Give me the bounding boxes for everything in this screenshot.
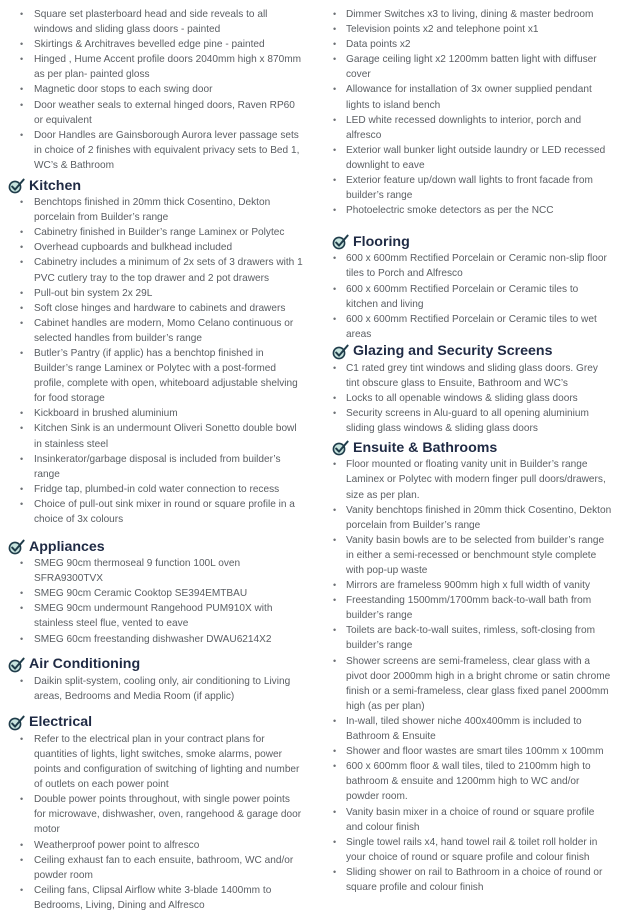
list-item: • 600 x 600mm Rectified Porcelain or Ceramic tiles to kitchen and living (312, 282, 618, 312)
list-item: • Benchtops finished in 20mm thick Cosentino, Dekton porcelain from Builder’s range (0, 195, 310, 225)
section-title: Glazing and Security Screens (353, 343, 553, 360)
right-column (312, 0, 618, 895)
section-list (312, 251, 618, 342)
list-item: • Freestanding 1500mm/1700mm back-to-wall bath from builder’s range (312, 593, 618, 623)
list-item: • Garage ceiling light x2 1200mm batten light with diffuser cover (312, 52, 618, 82)
section-title: Air Conditioning (29, 656, 141, 673)
list-item: • Photoelectric smoke detectors as per the NCC (312, 203, 618, 218)
list-item: • Ceiling fans, Clipsal Airflow white 3-blade 1400mm to Bedrooms, Living, Dining and Alfresco (0, 883, 310, 913)
section-list (312, 457, 618, 895)
list-item: • Vanity basin mixer in a choice of round or square profile and colour finish (312, 805, 618, 835)
section-list (0, 195, 310, 527)
list-item: • Pull-out bin system 2x 29L (0, 286, 310, 301)
list-item: • Insinkerator/garbage disposal is included from builder’s range (0, 452, 310, 482)
list-item: • Fridge tap, plumbed-in cold water connection to recess (0, 482, 310, 497)
section-heading (0, 655, 310, 674)
section-title: Kitchen (29, 177, 82, 194)
check-circle-icon (332, 343, 349, 360)
list-item: • 600 x 600mm Rectified Porcelain or Ceramic tiles to wet areas (312, 312, 618, 342)
list-item: • Cabinet handles are modern, Momo Celano continuous or selected handles from builder’s range (0, 316, 310, 346)
section-ensuite-bathrooms (312, 438, 618, 895)
list-item: • Exterior feature up/down wall lights to front facade from builder’s range (312, 173, 618, 203)
check-circle-icon (8, 177, 25, 194)
list-item: • Butler’s Pantry (if applic) has a benchtop finished in Builder’s range Laminex or Polytec with a post-formed profile, complete with open, whiteboard adjustable shelving for food storage (0, 346, 310, 406)
section-heading (312, 342, 618, 361)
list-item: • SMEG 90cm undermount Rangehood PUM910X with stainless steel flue, vented to eave (0, 601, 310, 631)
list-item: • Security screens in Alu-guard to all opening aluminium sliding glass windows & sliding glass doors (312, 406, 618, 436)
list-item: • Kitchen Sink is an undermount Oliveri Sonetto double bowl in stainless steel (0, 421, 310, 451)
list-item: • Choice of pull-out sink mixer in round or square profile in a choice of 3x colours (0, 497, 310, 527)
list-item: • Cabinetry finished in Builder’s range Laminex or Polytec (0, 225, 310, 240)
section-list (0, 732, 310, 913)
list-item: • Sliding shower on rail to Bathroom in a choice of round or square profile and colour finish (312, 865, 618, 895)
section-title: Flooring (353, 233, 410, 250)
list-item: • Shower screens are semi-frameless, clear glass with a pivot door 2000mm high in a bright chrome or satin chrome finish or a semi-frameless, clear glass fixed panel 2000mm high (as per plan) (312, 654, 618, 714)
list-item: • Refer to the electrical plan in your contract plans for quantities of lights, light switches, smoke alarms, power points and configuration of switching of lighting and number of outlets on each power point (0, 732, 310, 792)
list-item: • Cabinetry includes a minimum of 2x sets of 3 drawers with 1 PVC cutlery tray to the top drawer and 2 pot drawers (0, 255, 310, 285)
list-item: • Locks to all openable windows & sliding glass doors (312, 391, 618, 406)
intro-list-right (312, 7, 618, 218)
list-item: • Door weather seals to external hinged doors, Raven RP60 or equivalent (0, 98, 310, 128)
list-item: • SMEG 90cm Ceramic Cooktop SE394EMTBAU (0, 586, 310, 601)
list-item: • Ceiling exhaust fan to each ensuite, bathroom, WC and/or powder room (0, 853, 310, 883)
check-circle-icon (8, 538, 25, 555)
list-item: • 600 x 600mm Rectified Porcelain or Ceramic non-slip floor tiles to Porch and Alfresco (312, 251, 618, 281)
intro-list-left (0, 7, 310, 173)
list-item: • Magnetic door stops to each swing door (0, 82, 310, 97)
section-title: Appliances (29, 538, 105, 555)
list-item: • Data points x2 (312, 37, 618, 52)
list-item: • SMEG 90cm thermoseal 9 function 100L oven SFRA9300TVX (0, 556, 310, 586)
section-air-conditioning (0, 655, 310, 704)
section-title: Electrical (29, 714, 93, 731)
list-item: • Daikin split-system, cooling only, air conditioning to Living areas, Bedrooms and Media Room (if applic) (0, 674, 310, 704)
list-item: • Soft close hinges and hardware to cabinets and drawers (0, 301, 310, 316)
list-item: • 600 x 600mm floor & wall tiles, tiled to 2100mm high to bathroom & ensuite and 1200mm high to WC and/or powder room. (312, 759, 618, 804)
section-list (0, 556, 310, 647)
section-heading (312, 232, 618, 251)
list-item: • Exterior wall bunker light outside laundry or LED recessed downlight to eave (312, 143, 618, 173)
check-circle-icon (8, 714, 25, 731)
left-column (0, 0, 310, 913)
list-item: • Skirtings & Architraves bevelled edge pine - painted (0, 37, 310, 52)
section-flooring (312, 232, 618, 342)
check-circle-icon (8, 656, 25, 673)
section-kitchen (0, 176, 310, 527)
section-glazing-security (312, 342, 618, 436)
list-item: • Vanity benchtops finished in 20mm thick Cosentino, Dekton porcelain from Builder’s range (312, 503, 618, 533)
section-list (312, 361, 618, 436)
check-circle-icon (332, 439, 349, 456)
list-item: • Toilets are back-to-wall suites, rimless, soft-closing from builder’s range (312, 623, 618, 653)
list-item: • Mirrors are frameless 900mm high x full width of vanity (312, 578, 618, 593)
list-item: • SMEG 60cm freestanding dishwasher DWAU6214X2 (0, 632, 310, 647)
section-electrical (0, 713, 310, 913)
list-item: • Allowance for installation of 3x owner supplied pendant lights to island bench (312, 82, 618, 112)
list-item: • LED white recessed downlights to interior, porch and alfresco (312, 113, 618, 143)
list-item: • Square set plasterboard head and side reveals to all windows and sliding glass doors - painted (0, 7, 310, 37)
list-item: • Overhead cupboards and bulkhead included (0, 240, 310, 255)
section-heading (0, 176, 310, 195)
list-item: • C1 rated grey tint windows and sliding glass doors. Grey tint obscure glass to Ensuite, Bathroom and WC’s (312, 361, 618, 391)
section-heading (312, 438, 618, 457)
list-item: • Dimmer Switches x3 to living, dining & master bedroom (312, 7, 618, 22)
list-item: • Door Handles are Gainsborough Aurora lever passage sets in choice of 2 finishes with equivalent privacy sets to Bed 1, WC’s & Bathroom (0, 128, 310, 173)
list-item: • Double power points throughout, with single power points for microwave, dishwasher, oven, rangehood & garage door motor (0, 792, 310, 837)
list-item: • Hinged , Hume Accent profile doors 2040mm high x 870mm as per plan- painted gloss (0, 52, 310, 82)
section-heading (0, 713, 310, 732)
list-item: • Weatherproof power point to alfresco (0, 838, 310, 853)
section-heading (0, 537, 310, 556)
list-item: • Television points x2 and telephone point x1 (312, 22, 618, 37)
list-item: • Shower and floor wastes are smart tiles 100mm x 100mm (312, 744, 618, 759)
section-list (0, 674, 310, 704)
list-item: • Floor mounted or floating vanity unit in Builder’s range Laminex or Polytec with modern finger pull doors/drawers, size as per plan. (312, 457, 618, 502)
section-title: Ensuite & Bathrooms (353, 439, 498, 456)
section-appliances (0, 537, 310, 647)
list-item: • In-wall, tiled shower niche 400x400mm is included to Bathroom & Ensuite (312, 714, 618, 744)
check-circle-icon (332, 233, 349, 250)
list-item: • Single towel rails x4, hand towel rail & toilet roll holder in your choice of round or square profile and colour finish (312, 835, 618, 865)
list-item: • Vanity basin bowls are to be selected from builder’s range in either a semi-recessed or benchmount style complete with pop-up waste (312, 533, 618, 578)
list-item: • Kickboard in brushed aluminium (0, 406, 310, 421)
